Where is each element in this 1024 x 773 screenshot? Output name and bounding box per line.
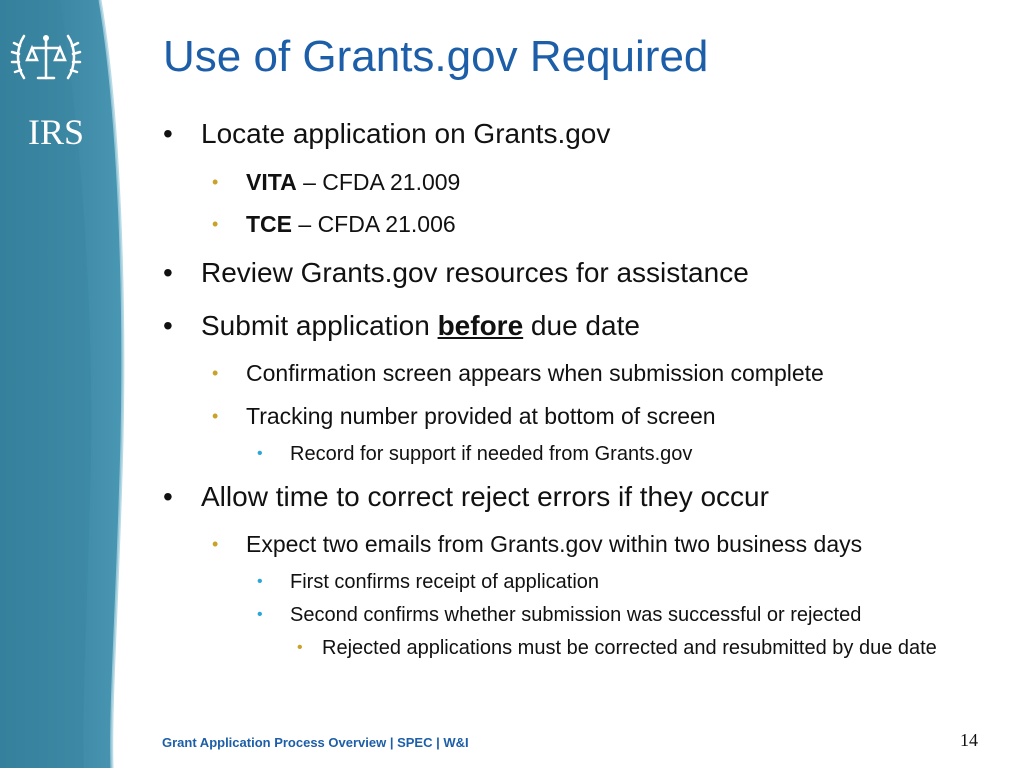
bullet-marker: • bbox=[212, 406, 219, 426]
bullet-marker: • bbox=[212, 363, 219, 383]
bullet-marker: • bbox=[163, 257, 173, 288]
bullet-text: Review Grants.gov resources for assistance bbox=[201, 257, 749, 288]
bullet-text: Second confirms whether submission was successful or rejected bbox=[290, 604, 862, 626]
bullet-text: Record for support if needed from Grants.gov bbox=[290, 443, 693, 465]
submit-text-pre: Submit application bbox=[201, 310, 438, 341]
submit-text-post: due date bbox=[523, 310, 640, 341]
bullet-marker: • bbox=[212, 534, 219, 554]
bullet-text: Confirmation screen appears when submission complete bbox=[246, 360, 824, 386]
bullet-text bbox=[246, 211, 456, 239]
tce-label: TCE bbox=[246, 211, 292, 237]
bullet-marker: • bbox=[212, 214, 219, 234]
bullet-marker: • bbox=[257, 606, 263, 623]
slide-title: Use of Grants.gov Required bbox=[163, 32, 709, 81]
bullet-text: First confirms receipt of application bbox=[290, 571, 600, 593]
bullet-marker: • bbox=[163, 118, 173, 149]
bullet-marker: • bbox=[212, 172, 219, 192]
bullet-rejected-applications bbox=[297, 636, 987, 660]
bullet-marker: • bbox=[257, 445, 263, 462]
bullet-text: Tracking number provided at bottom of screen bbox=[246, 403, 716, 429]
bullet-marker: • bbox=[257, 573, 263, 590]
bullet-text bbox=[246, 169, 460, 197]
tce-cfda: – CFDA 21.006 bbox=[292, 211, 456, 237]
irs-logo-text: IRS bbox=[28, 112, 85, 152]
bullet-text: Expect two emails from Grants.gov within two business days bbox=[246, 531, 863, 557]
bullet-text: Rejected applications must be corrected and resubmitted by due date bbox=[322, 637, 937, 659]
bullet-text: Locate application on Grants.gov bbox=[201, 118, 611, 149]
before-emphasis: before bbox=[437, 310, 524, 341]
page-number: 14 bbox=[960, 730, 978, 750]
bullet-text bbox=[201, 309, 640, 343]
vita-cfda: – CFDA 21.009 bbox=[296, 169, 461, 195]
slide-footer: Grant Application Process Overview | SPEC | W&I bbox=[162, 735, 469, 750]
bullet-marker: • bbox=[297, 639, 303, 656]
bullet-text: Allow time to correct reject errors if they occur bbox=[201, 481, 769, 512]
bullet-marker: • bbox=[163, 481, 173, 512]
bullet-marker: • bbox=[163, 310, 173, 341]
vita-label: VITA bbox=[246, 169, 297, 195]
